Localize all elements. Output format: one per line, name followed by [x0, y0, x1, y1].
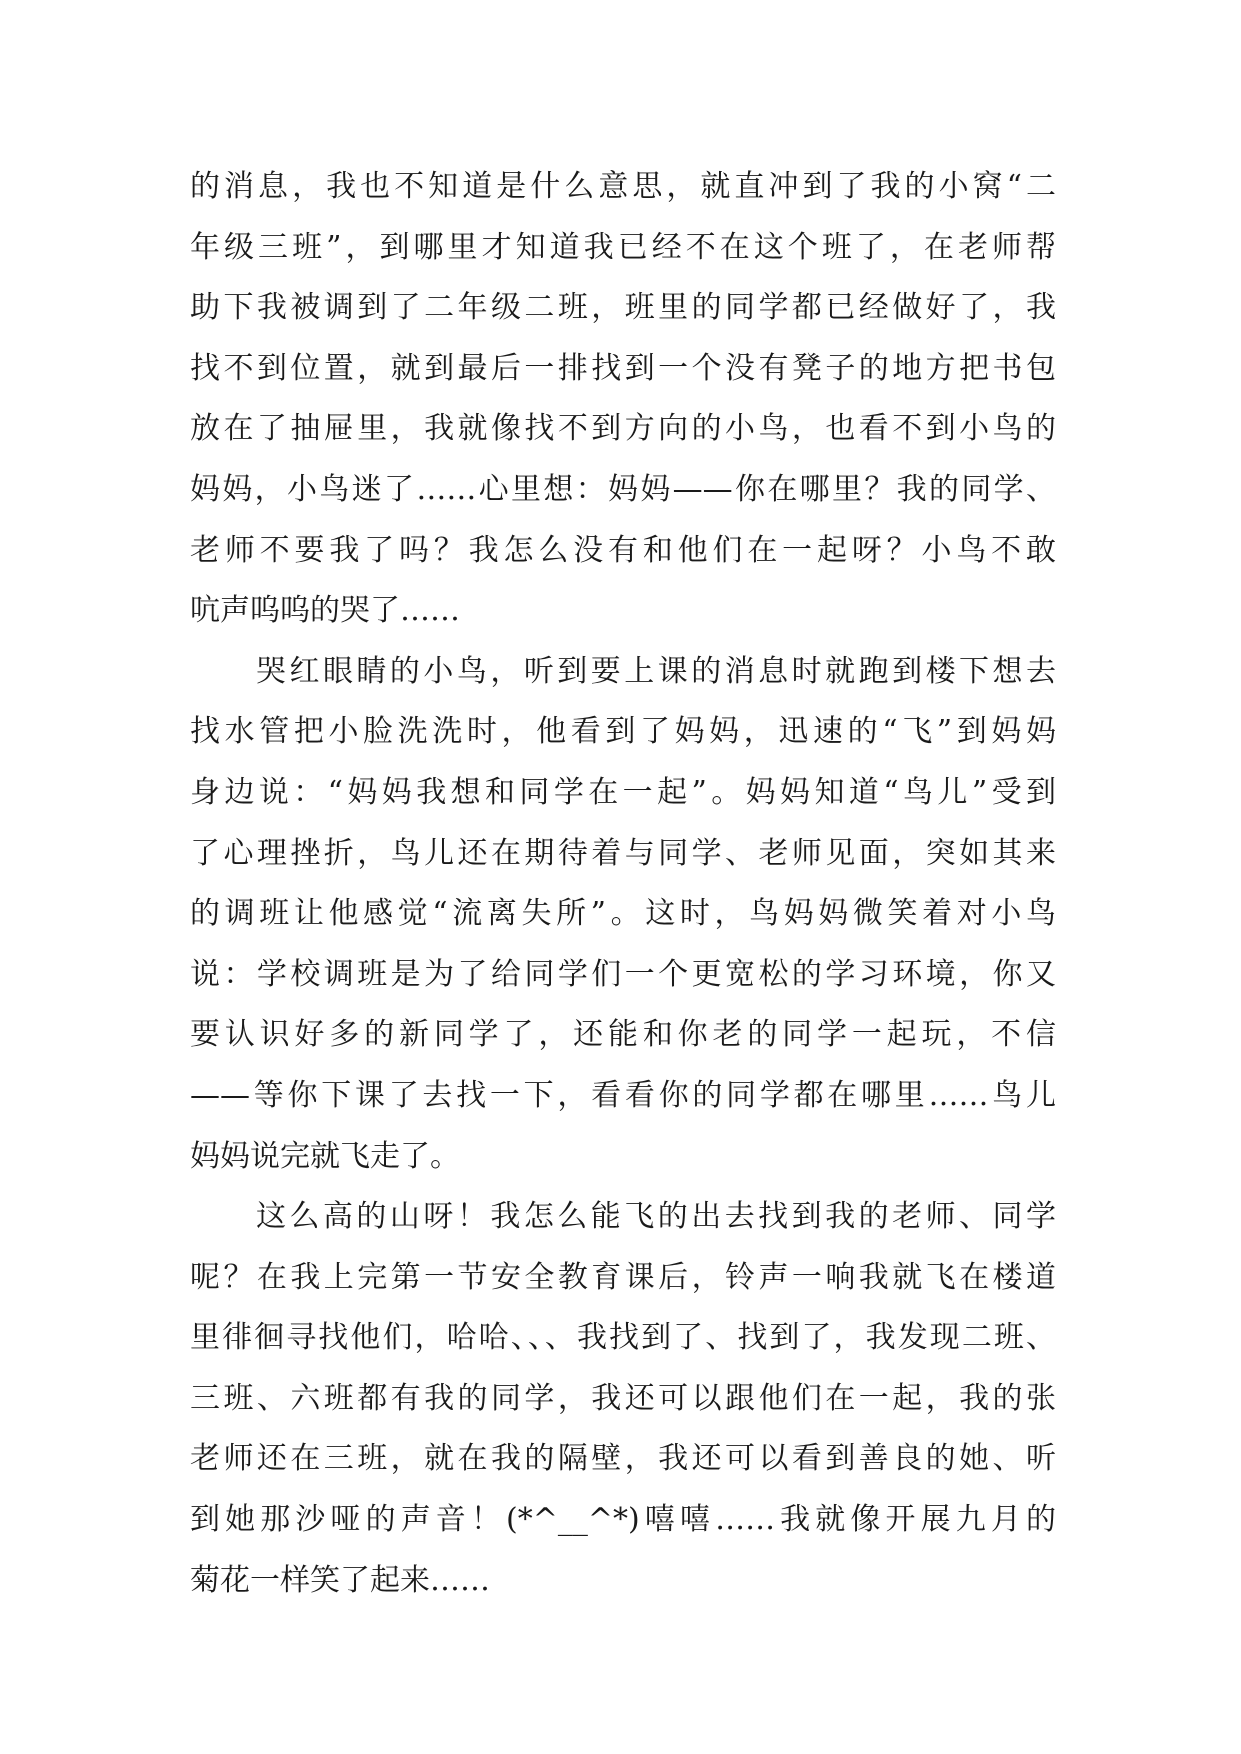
- text-line: 找不到位置，就到最后一排找到一个没有凳子的地方把书包: [190, 350, 1056, 386]
- text-line: 哭红眼睛的小鸟，听到要上课的消息时就跑到楼下想去: [256, 653, 1056, 689]
- text-line: 吭声呜呜的哭了……: [190, 593, 460, 629]
- text-line: 助下我被调到了二年级二班，班里的同学都已经做好了，我: [190, 290, 1056, 326]
- text-line: 找水管把小脸洗洗时，他看到了妈妈，迅速的“飞”到妈妈: [190, 714, 1056, 750]
- text-line: 到她那沙哑的声音！(*^__^*)嘻嘻……我就像开展九月的: [190, 1502, 1056, 1538]
- text-line: 这么高的山呀！我怎么能飞的出去找到我的老师、同学: [256, 1199, 1056, 1235]
- text-line: 的消息，我也不知道是什么意思，就直冲到了我的小窝“二: [190, 169, 1056, 204]
- body-text: [190, 157, 1056, 1611]
- text-line: 了心理挫折，鸟儿还在期待着与同学、老师见面，突如其来: [190, 835, 1056, 871]
- text-line: 菊花一样笑了起来……: [190, 1562, 490, 1598]
- text-line: 说：学校调班是为了给同学们一个更宽松的学习环境，你又: [190, 956, 1056, 992]
- text-line: 呢？在我上完第一节安全教育课后，铃声一响我就飞在楼道: [190, 1259, 1056, 1295]
- text-line: 年级三班”，到哪里才知道我已经不在这个班了，在老师帮: [190, 229, 1056, 265]
- text-line: 放在了抽屉里，我就像找不到方向的小鸟，也看不到小鸟的: [190, 411, 1056, 447]
- text-line: ——等你下课了去找一下，看看你的同学都在哪里……鸟儿: [190, 1077, 1056, 1113]
- text-line: 三班、六班都有我的同学，我还可以跟他们在一起，我的张: [190, 1380, 1056, 1416]
- text-line: 妈妈说完就飞走了。: [190, 1138, 460, 1174]
- text-line: 的调班让他感觉“流离失所”。这时，鸟妈妈微笑着对小鸟: [190, 896, 1056, 932]
- text-line: 妈妈，小鸟迷了……心里想：妈妈——你在哪里？我的同学、: [190, 471, 1056, 507]
- text-line: 老师不要我了吗？我怎么没有和他们在一起呀？小鸟不敢: [190, 532, 1056, 568]
- text-line: 老师还在三班，就在我的隔壁，我还可以看到善良的她、听: [190, 1441, 1056, 1477]
- text-line: 要认识好多的新同学了，还能和你老的同学一起玩，不信: [190, 1017, 1056, 1053]
- text-line: 里徘徊寻找他们，哈哈、、、我找到了、找到了，我发现二班、: [190, 1320, 1056, 1356]
- text-line: 身边说：“妈妈我想和同学在一起”。妈妈知道“鸟儿”受到: [190, 774, 1056, 810]
